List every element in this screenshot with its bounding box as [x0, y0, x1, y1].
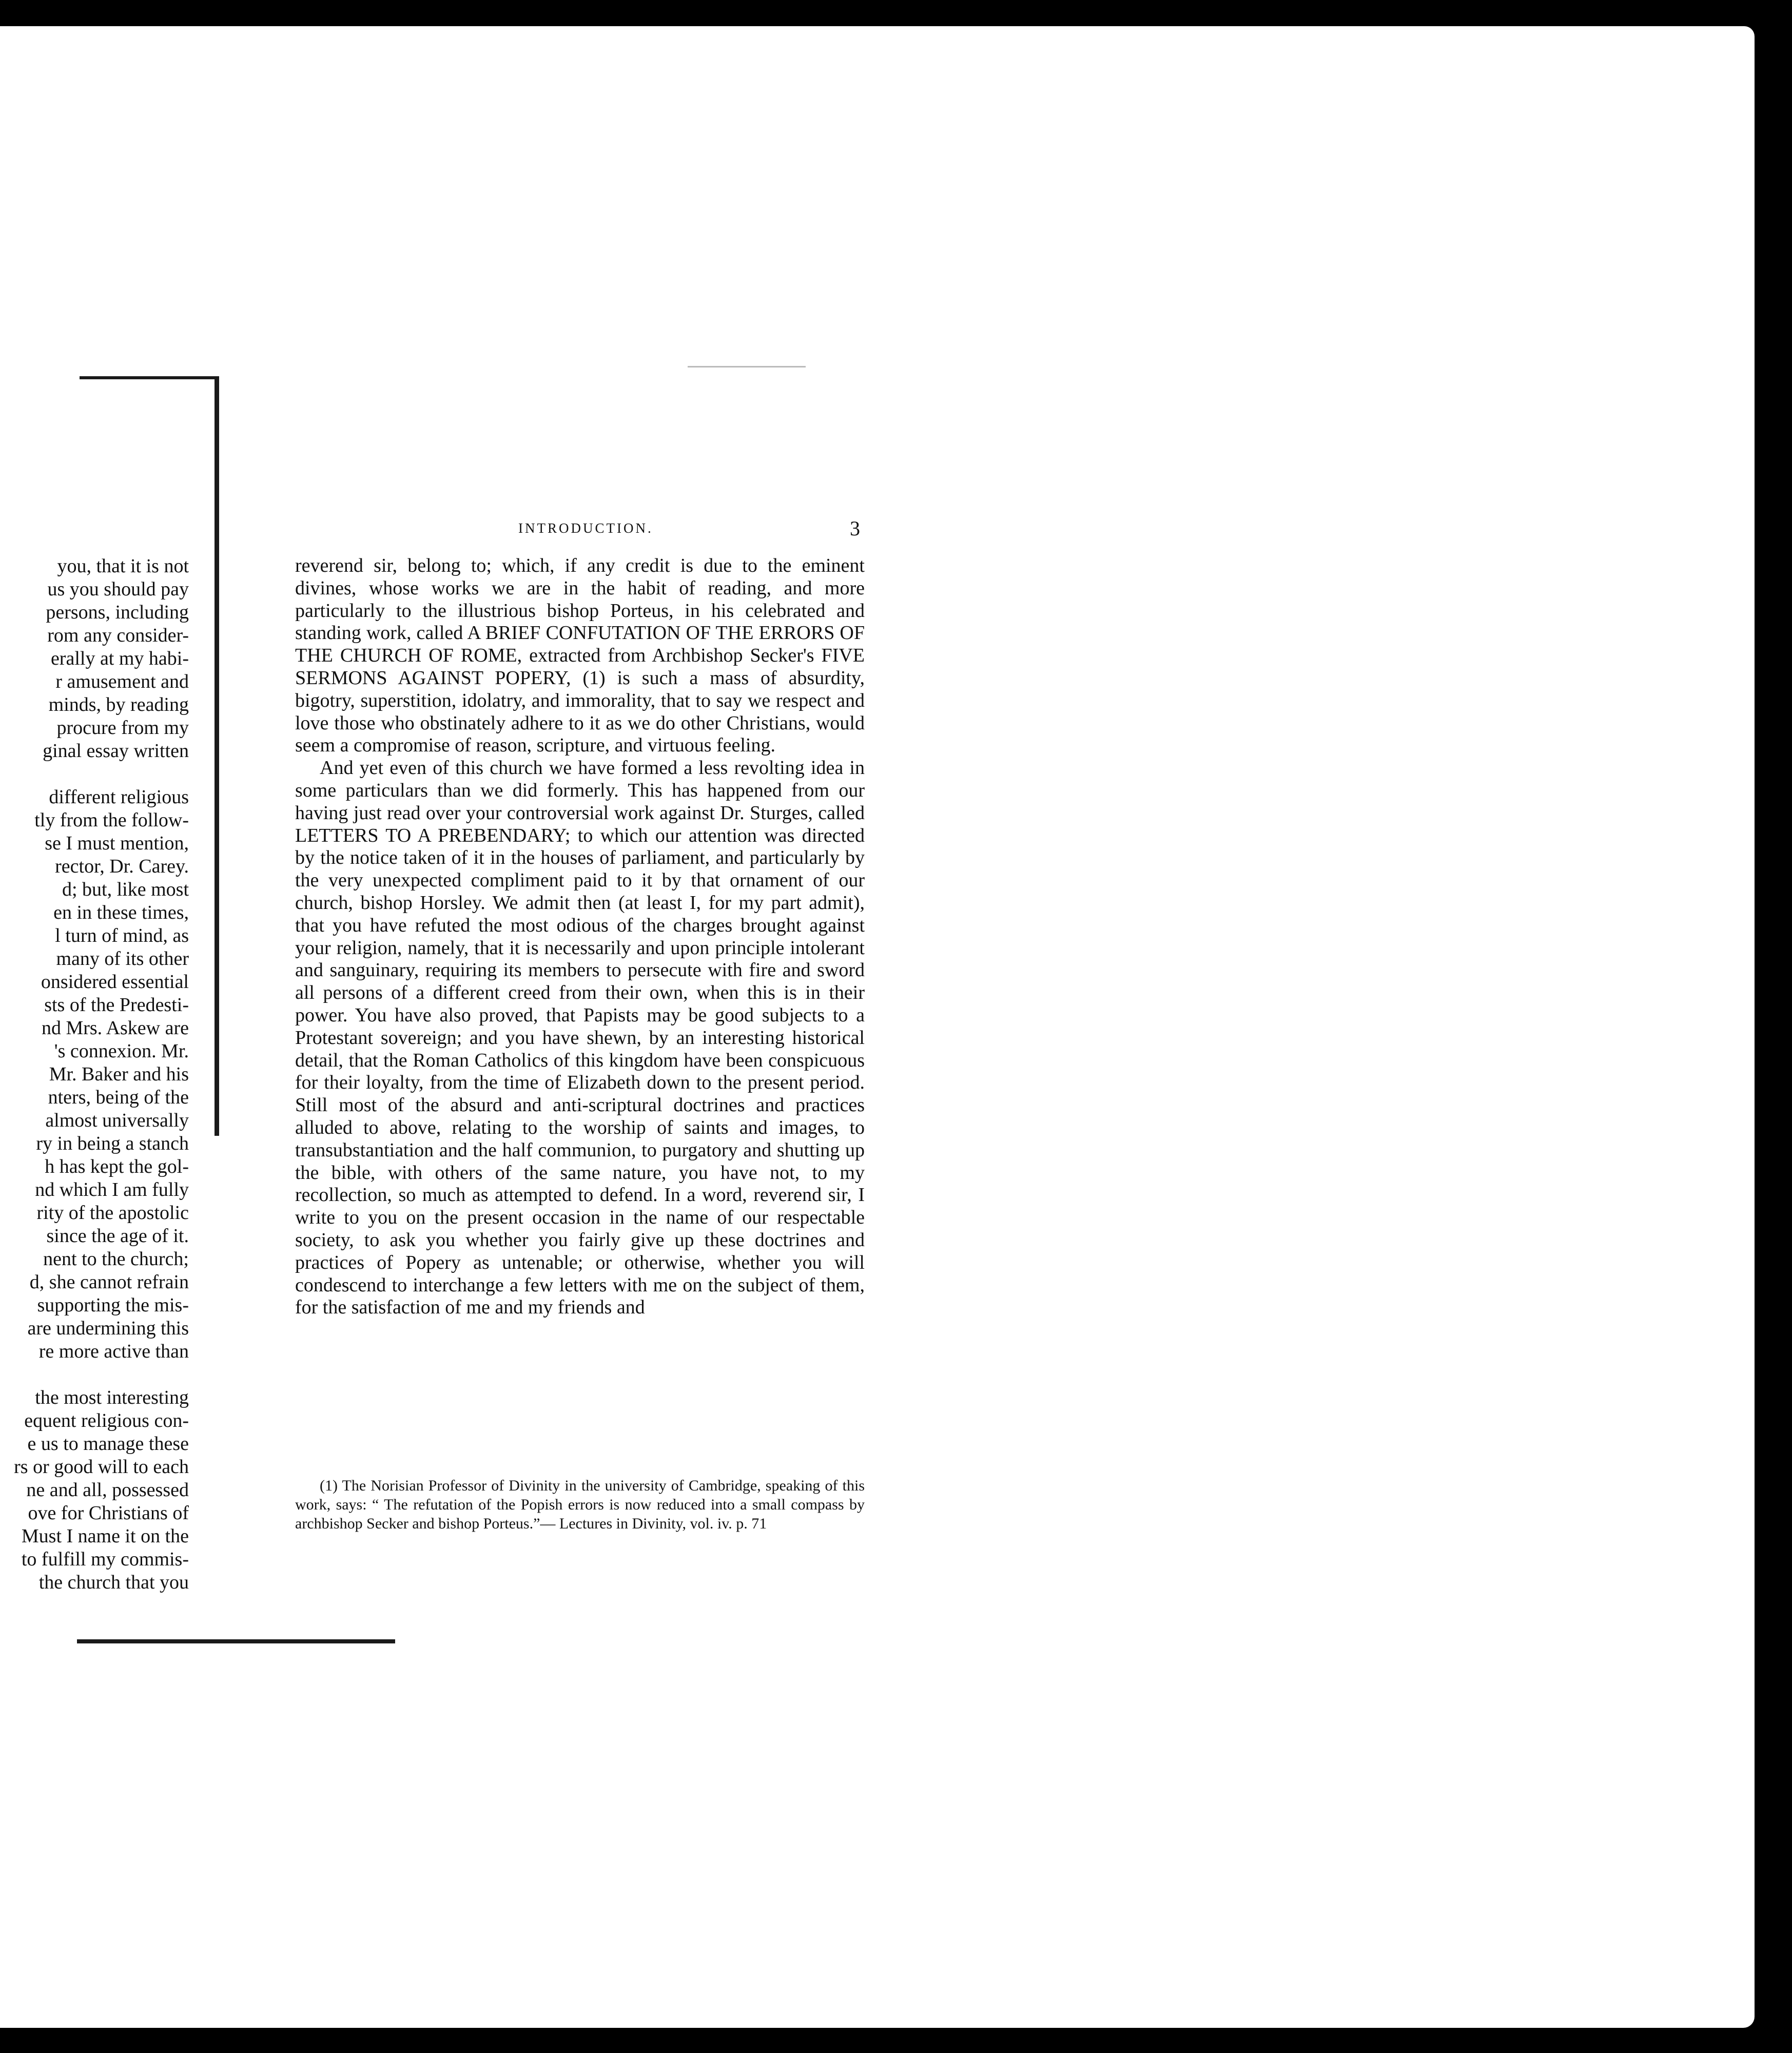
left-column-line: d; but, like most	[62, 879, 189, 900]
left-column-line: rom any consider-	[47, 625, 189, 646]
left-column-line: since the age of it.	[46, 1225, 189, 1247]
scanned-page	[0, 26, 1755, 2028]
left-column-line: 's connexion. Mr.	[54, 1040, 189, 1062]
left-column-line: rector, Dr. Carey.	[55, 856, 189, 877]
left-column-line: h has kept the gol-	[45, 1156, 189, 1177]
left-column-line: Must I name it on the	[21, 1525, 189, 1547]
bottom-rule-mark	[77, 1639, 395, 1643]
top-rule-mark	[80, 376, 218, 379]
left-column-line: nd which I am fully	[35, 1179, 189, 1200]
left-column-line: ginal essay written	[43, 740, 189, 762]
left-column-line: us you should pay	[47, 578, 189, 600]
left-column-line: tly from the follow-	[34, 809, 189, 831]
left-column-line: rs or good will to each	[14, 1456, 189, 1478]
left-column-line: e us to manage these	[27, 1433, 189, 1455]
left-column-line: supporting the mis-	[37, 1294, 189, 1316]
left-column-line: almost universally	[45, 1110, 189, 1131]
paragraph-2: And yet even of this church we have formed a less revolting idea in some particulars than we did formerly. This has happened from our having just read over your controversial work against Dr. Sturges, called LETTERS TO A PREBENDARY; to which our attention was directed by the notice taken of it in the houses of parliament, and particularly by the very unexpected compliment paid to it by that ornament of our church, bishop Horsley. We admit then (at least I, for my part admit), that you have refuted the most odious of the charges brought against your religion, namely, that it is necessarily and upon principle intolerant and sanguinary, requiring its members to persecute with fire and sword all persons of a different creed from their own, when this is in their power. You have also proved, that Papists may be good subjects to a Protestant sovereign; and you have shewn, by an interesting historical detail, that the Roman Catholics of this kingdom have been conspicuous for their loyalty, from the time of Elizabeth down to the present period. Still most of the absurd and anti-scriptural doctrines and practices alluded to above, relating to the worship of saints and images, to transubstantiation and the half communion, to purgatory and shutting up the bible, with others of the same nature, you have not, to my recollection, so much as attempted to defend. In a word, reverend sir, I write to you on the present occasion in the name of our respectable society, to ask you whether you fairly give up these doctrines and practices of Popery as untenable; or otherwise, whether you will condescend to interchange a few letters with me on the subject of them, for the satisfaction of me and my friends and	[295, 757, 865, 1319]
left-column-lines-b	[0, 786, 189, 1363]
left-column-line: you, that it is not	[57, 555, 189, 577]
left-column-lines-c	[0, 1386, 189, 1594]
left-column-line: procure from my	[56, 717, 189, 739]
main-text-column	[295, 555, 865, 1319]
left-column-line: to fulfill my commis-	[21, 1548, 189, 1570]
page-number: 3	[850, 517, 862, 540]
running-header: INTRODUCTION.	[518, 520, 653, 536]
left-column-line: d, she cannot refrain	[29, 1271, 189, 1293]
left-column-line: are undermining this	[27, 1318, 189, 1339]
left-column-line: nent to the church;	[43, 1248, 189, 1270]
top-faint-rule-mark	[688, 366, 806, 367]
column-divider-mark	[215, 376, 219, 1136]
previous-page-column	[0, 555, 189, 1594]
left-column-line: erally at my habi-	[50, 648, 189, 669]
left-column-line: the most interesting	[35, 1387, 189, 1408]
left-column-line: many of its other	[56, 948, 189, 970]
page-header	[518, 516, 862, 542]
footnote: (1) The Norisian Professor of Divinity in the university of Cambridge, speaking of this work, says: “ The refutation of the Popish errors is now reduced into a small compass by archbishop Secker and bishop Porteus.”— Lectures in Divinity, vol. iv. p. 71	[295, 1477, 865, 1532]
left-column-line: equent religious con-	[24, 1410, 189, 1431]
left-column-line: minds, by reading	[48, 694, 189, 715]
left-column-line: l turn of mind, as	[55, 925, 189, 946]
left-column-line: ne and all, possessed	[26, 1479, 189, 1501]
left-column-line: sts of the Predesti-	[44, 994, 189, 1016]
left-column-line: r amusement and	[55, 671, 189, 692]
left-column-line: ry in being a stanch	[36, 1133, 189, 1154]
left-column-lines-a	[0, 555, 189, 763]
left-column-line: en in these times,	[53, 902, 189, 923]
left-column-line: persons, including	[46, 602, 189, 623]
paragraph-1: reverend sir, belong to; which, if any credit is due to the eminent divines, whose works we are in the habit of reading, and more particularly to the illustrious bishop Porteus, in his celebrated and standing work, called A BRIEF CONFUTATION OF THE ERRORS OF THE CHURCH OF ROME, extracted from Archbishop Secker's FIVE SERMONS AGAINST POPERY, (1) is such a mass of absurdity, bigotry, superstition, idolatry, and immorality, that to say we respect and love those who obstinately adhere to it as we do other Christians, would seem a compromise of reason, scripture, and virtuous feeling.	[295, 555, 865, 757]
left-column-line: Mr. Baker and his	[49, 1063, 189, 1085]
left-column-line: the church that you	[38, 1572, 189, 1593]
left-column-line: onsidered essential	[41, 971, 189, 993]
left-column-line: re more active than	[38, 1341, 189, 1362]
left-column-line: rity of the apostolic	[36, 1202, 189, 1224]
left-column-line: different religious	[49, 786, 189, 808]
left-column-line: nd Mrs. Askew are	[41, 1017, 189, 1039]
left-column-line: ove for Christians of	[28, 1502, 189, 1524]
left-column-line: nters, being of the	[48, 1087, 189, 1108]
left-column-line: se I must mention,	[45, 832, 189, 854]
